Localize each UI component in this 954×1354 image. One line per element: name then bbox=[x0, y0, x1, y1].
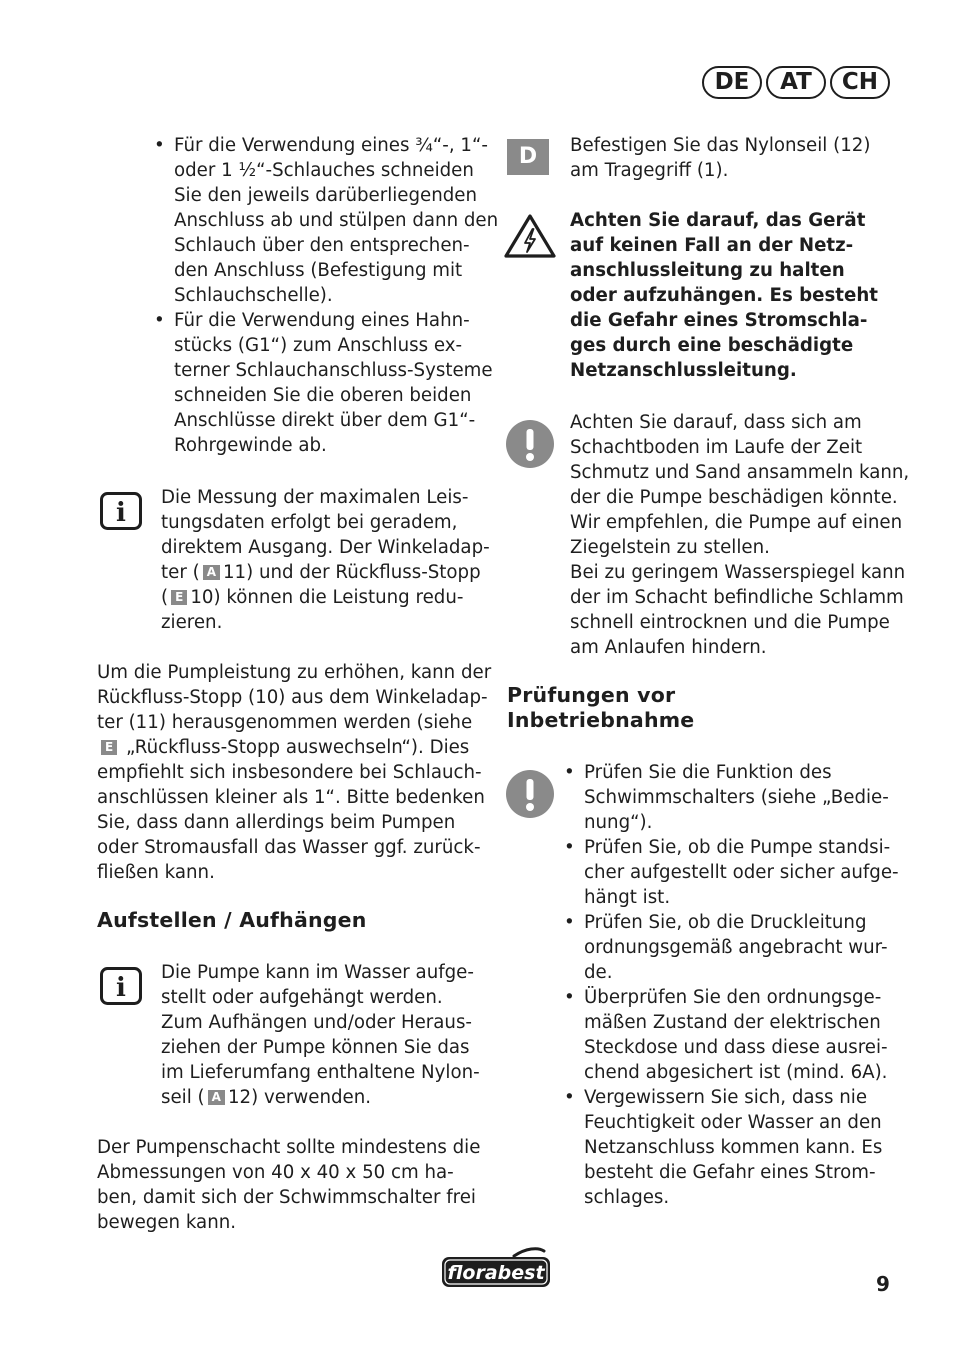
text-line: cher aufgestellt oder sicher aufge- bbox=[584, 862, 899, 883]
text: ( bbox=[161, 587, 169, 608]
text-line: Anschlüsse direkt über dem G1“- bbox=[174, 410, 476, 431]
warning-text-cable bbox=[570, 208, 900, 383]
text-line: der die Pumpe beschädigen könnte. bbox=[570, 487, 898, 508]
text-line: de. bbox=[584, 962, 613, 983]
section-heading-checks bbox=[507, 683, 694, 733]
text-line: Zum Aufhängen und/oder Heraus- bbox=[161, 1012, 472, 1033]
bullet-list-checks bbox=[564, 760, 904, 1210]
text-line: Schlauch über den entsprechen- bbox=[174, 235, 470, 256]
list-item bbox=[154, 133, 499, 308]
text-line: Netzanschluss kommen kann. Es bbox=[584, 1137, 883, 1158]
text-line: • Für die Verwendung eines ¾“-, 1“- bbox=[174, 135, 488, 156]
info-icon bbox=[100, 492, 142, 530]
text: „Rückfluss-Stopp auswechseln“). Dies bbox=[126, 737, 470, 758]
text-line: fließen kann. bbox=[97, 862, 215, 883]
text-line bbox=[161, 560, 491, 585]
text-line: Schlauchschelle). bbox=[174, 285, 333, 306]
text-line: • Prüfen Sie die Funktion des bbox=[584, 762, 832, 783]
info-note-hanging bbox=[161, 960, 491, 1110]
text-line: Die Pumpe kann im Wasser aufge- bbox=[161, 962, 474, 983]
text-line: Befestigen Sie das Nylonseil (12) bbox=[570, 135, 871, 156]
text-line: Sie den jeweils darüberliegenden bbox=[174, 185, 478, 206]
text-line: schneiden Sie die oberen beiden bbox=[174, 385, 472, 406]
text-line: Ziegelstein zu stellen. bbox=[570, 537, 770, 558]
text-line: Sie, dass dann allerdings beim Pumpen bbox=[97, 812, 456, 833]
text-line: am Anlaufen hindern. bbox=[570, 637, 767, 658]
text-line: chend abgesichert ist (mind. 6A). bbox=[584, 1062, 888, 1083]
text-line: im Lieferumfang enthaltene Nylon- bbox=[161, 1062, 480, 1083]
section-heading-setup: Aufstellen / Aufhängen bbox=[97, 908, 367, 932]
text-line: der im Schacht befindliche Schlamm bbox=[570, 587, 904, 608]
text-line: Anschluss ab und stülpen dann den bbox=[174, 210, 499, 231]
list-item bbox=[564, 760, 904, 835]
text: 12) verwenden. bbox=[227, 1087, 372, 1108]
paragraph-shaft-size bbox=[97, 1135, 497, 1235]
text-line: schlages. bbox=[584, 1187, 670, 1208]
text-line: • Prüfen Sie, ob die Druckleitung bbox=[584, 912, 867, 933]
text-line: • Überprüfen Sie den ordnungsge- bbox=[584, 987, 882, 1008]
text-line: Bei zu geringem Wasserspiegel kann bbox=[570, 562, 906, 583]
text-line: Rohrgewinde ab. bbox=[174, 435, 327, 456]
text-line: Abmessungen von 40 x 40 x 50 cm ha- bbox=[97, 1162, 454, 1183]
text-line: nung“). bbox=[584, 812, 653, 833]
text-line: mäßen Zustand der elektrischen bbox=[584, 1012, 881, 1033]
list-item bbox=[564, 910, 904, 985]
text-line: oder aufzuhängen. Es besteht bbox=[570, 285, 878, 306]
text-line: oder 1 ½“-Schlauches schneiden bbox=[174, 160, 474, 181]
list-item bbox=[564, 985, 904, 1085]
text-line: Rückfluss-Stopp (10) aus dem Winkeladap- bbox=[97, 687, 488, 708]
text-line: stücks (G1“) zum Anschluss ex- bbox=[174, 335, 463, 356]
text-line: direktem Ausgang. Der Winkeladap- bbox=[161, 537, 490, 558]
text-line: ben, damit sich der Schwimmschalter frei bbox=[97, 1187, 476, 1208]
text: seil ( bbox=[161, 1087, 205, 1108]
text-line: Achten Sie darauf, das Gerät bbox=[570, 210, 866, 231]
exclamation-icon bbox=[506, 770, 554, 818]
text-line: oder Stromausfall das Wasser ggf. zurück- bbox=[97, 837, 481, 858]
lang-badge-de: DE bbox=[702, 66, 762, 99]
text-line: auf keinen Fall an der Netz- bbox=[570, 235, 854, 256]
text-line: am Tragegriff (1). bbox=[570, 160, 729, 181]
text: ter ( bbox=[161, 562, 200, 583]
figure-ref-badge: E bbox=[101, 740, 117, 755]
text-line: Inbetriebnahme bbox=[507, 708, 695, 732]
text: 10) können die Leistung redu- bbox=[190, 587, 464, 608]
text-line: ziehen der Pumpe können Sie das bbox=[161, 1037, 470, 1058]
text-line: ges durch eine beschädigte bbox=[570, 335, 854, 356]
text-line bbox=[97, 735, 497, 760]
text-line: Schmutz und Sand ansammeln kann, bbox=[570, 462, 910, 483]
text-line: terner Schlauchanschluss-Systeme bbox=[174, 360, 493, 381]
bullet-list-hose bbox=[154, 133, 499, 458]
text-line: anschlussleitung zu halten bbox=[570, 260, 845, 281]
svg-text:i: i bbox=[116, 498, 126, 528]
step-d-badge: D bbox=[507, 139, 549, 175]
text-line: hängt ist. bbox=[584, 887, 671, 908]
lang-badge-ch: CH bbox=[830, 66, 890, 99]
text-line: Der Pumpenschacht sollte mindestens die bbox=[97, 1137, 481, 1158]
text-line: besteht die Gefahr eines Strom- bbox=[584, 1162, 876, 1183]
text-line: ter (11) herausgenommen werden (siehe bbox=[97, 712, 473, 733]
svg-text:i: i bbox=[116, 973, 126, 1003]
text-line: den Anschluss (Befestigung mit bbox=[174, 260, 463, 281]
text-line: schnell eintrocknen und die Pumpe bbox=[570, 612, 890, 633]
step-d-text bbox=[570, 133, 900, 183]
text-line: anschlüssen kleiner als 1“. Bitte bedenken bbox=[97, 787, 485, 808]
lang-badge-at: AT bbox=[766, 66, 826, 99]
page-number: 9 bbox=[876, 1272, 890, 1296]
info-note-measurement bbox=[161, 485, 491, 635]
text-line: Achten Sie darauf, dass sich am bbox=[570, 412, 862, 433]
text-line bbox=[161, 1085, 491, 1110]
text-line: Um die Pumpleistung zu erhöhen, kann der bbox=[97, 662, 492, 683]
logo-text: florabest bbox=[447, 1262, 545, 1284]
info-icon bbox=[100, 967, 142, 1005]
exclamation-icon bbox=[506, 420, 554, 468]
text-line: empfiehlt sich insbesondere bei Schlauch- bbox=[97, 762, 482, 783]
text-line: die Gefahr eines Stromschla- bbox=[570, 310, 868, 331]
text-line: stellt oder aufgehängt werden. bbox=[161, 987, 443, 1008]
text-line: Schachtboden im Laufe der Zeit bbox=[570, 437, 863, 458]
list-item bbox=[564, 1085, 904, 1210]
text-line: tungsdaten erfolgt bei geradem, bbox=[161, 512, 458, 533]
list-item bbox=[564, 835, 904, 910]
attention-text-sediment bbox=[570, 410, 910, 660]
florabest-logo bbox=[440, 1246, 552, 1290]
text-line: Steckdose und dass diese ausrei- bbox=[584, 1037, 888, 1058]
text-line: Netzanschlussleitung. bbox=[570, 360, 797, 381]
text-line: Wir empfehlen, die Pumpe auf einen bbox=[570, 512, 903, 533]
text-line: Schwimmschalters (siehe „Bedie- bbox=[584, 787, 889, 808]
electric-hazard-icon bbox=[504, 213, 556, 259]
text-line: • Prüfen Sie, ob die Pumpe standsi- bbox=[584, 837, 891, 858]
text-line: • Vergewissern Sie sich, dass nie bbox=[584, 1087, 868, 1108]
text: 11) und der Rückfluss-Stopp bbox=[222, 562, 481, 583]
text-line: ordnungsgemäß angebracht wur- bbox=[584, 937, 888, 958]
figure-ref-badge: E bbox=[171, 590, 187, 605]
text-line bbox=[161, 585, 491, 610]
list-item bbox=[154, 308, 494, 458]
text-line: zieren. bbox=[161, 612, 223, 633]
text-line: bewegen kann. bbox=[97, 1212, 237, 1233]
text-line: • Für die Verwendung eines Hahn- bbox=[174, 310, 470, 331]
text-line: Feuchtigkeit oder Wasser an den bbox=[584, 1112, 882, 1133]
figure-ref-badge: A bbox=[208, 1090, 225, 1105]
figure-ref-badge: A bbox=[203, 565, 220, 580]
text-line: Prüfungen vor bbox=[507, 683, 676, 707]
paragraph-pump-power bbox=[97, 660, 497, 885]
text-line: Die Messung der maximalen Leis- bbox=[161, 487, 469, 508]
